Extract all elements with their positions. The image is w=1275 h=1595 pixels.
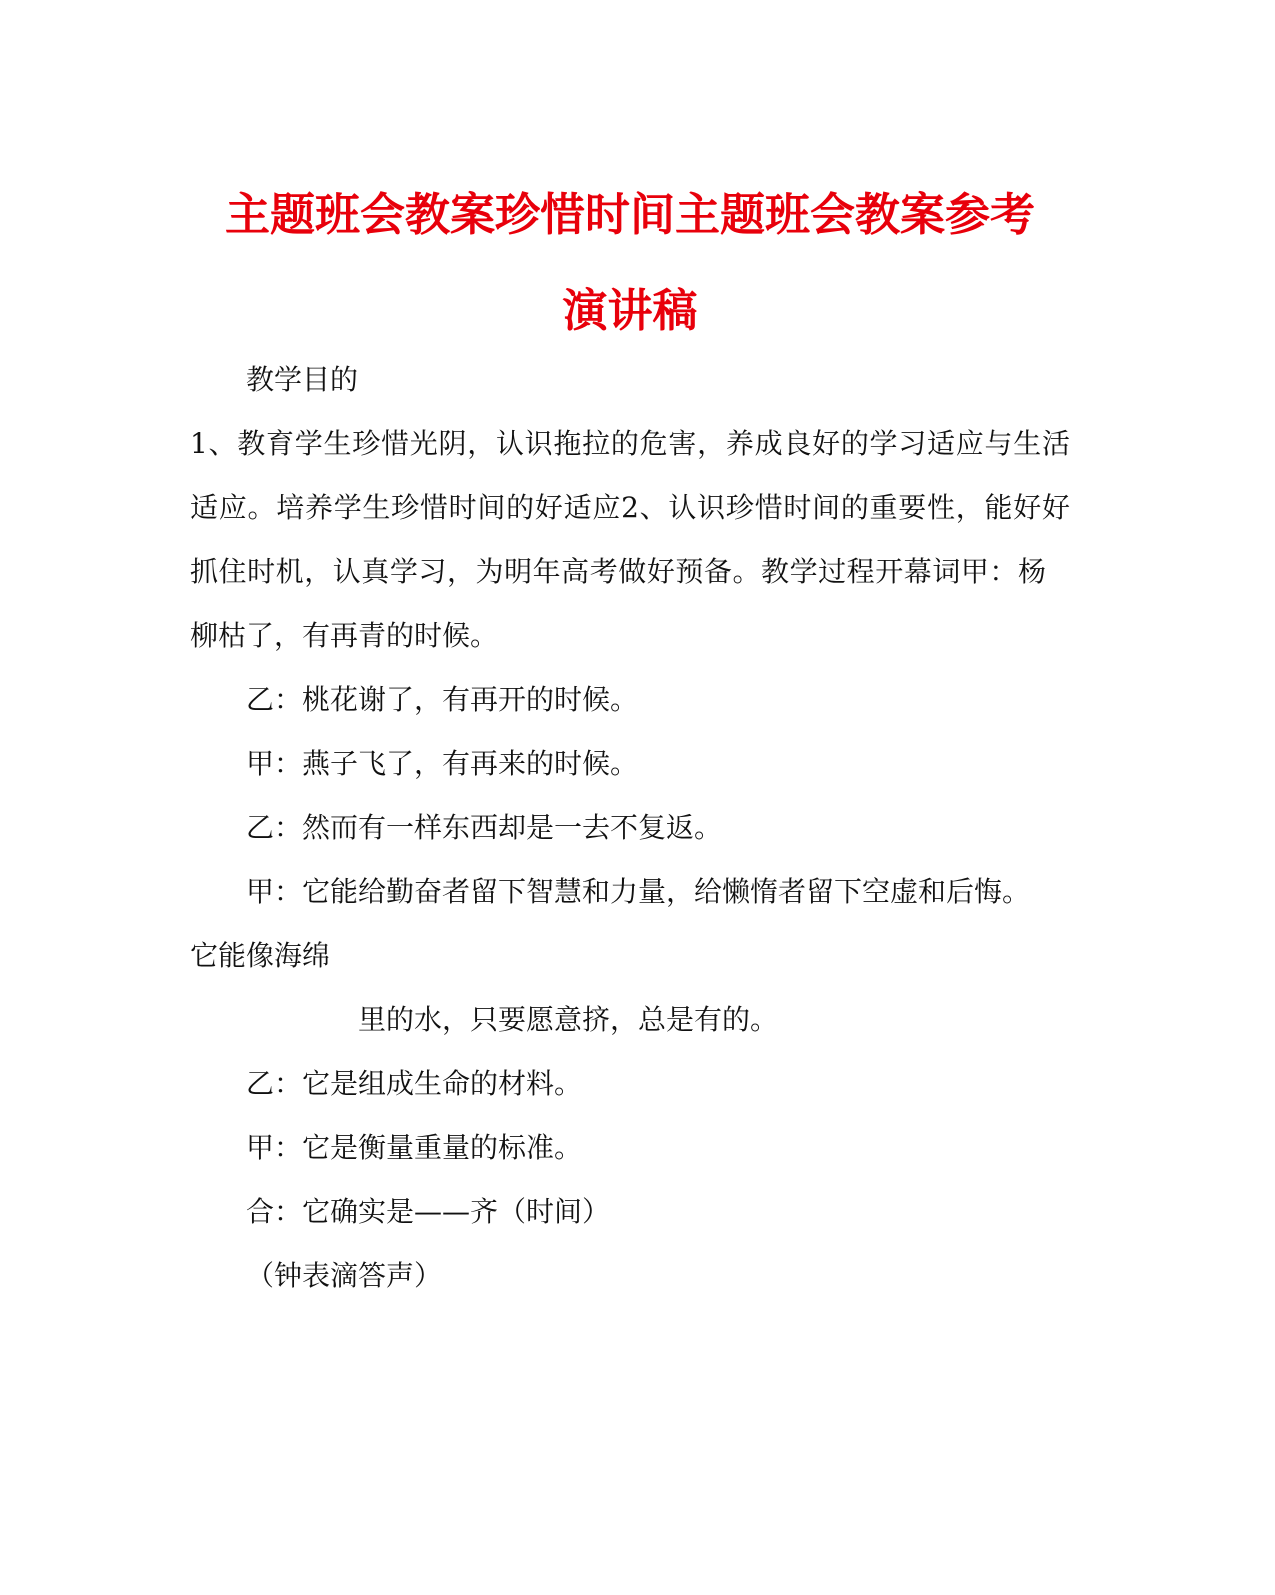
dialogue-line-together: 合：它确实是——齐（时间） [246,1195,611,1228]
dialogue-line-sponge: 里的水，只要愿意挤，总是有的。 [358,1003,779,1036]
document-title-line-1: 主题班会教案珍惜时间主题班会教案参考 [224,188,1035,241]
paragraph-goal-1-line-4: 柳枯了，有再青的时候。 [190,619,499,652]
document-title-line-2: 演讲稿 [562,284,698,337]
stage-direction-clock: （钟表滴答声） [246,1259,443,1292]
paragraph-goal-1-line-3: 抓住时机，认真学习，为明年高考做好预备。教学过程开幕词甲：杨 [190,555,1046,588]
dialogue-line-jia-1: 甲：燕子飞了，有再来的时候。 [246,747,639,780]
paragraph-goal-1-line-1: 1、教育学生珍惜光阴，认识拖拉的危害，养成良好的学习适应与生活 [190,427,1070,460]
dialogue-line-jia-2: 甲：它能给勤奋者留下智慧和力量，给懒惰者留下空虚和后悔。 [246,875,1031,908]
dialogue-line-yi-3: 乙：它是组成生命的材料。 [246,1067,583,1100]
dialogue-line-jia-3: 甲：它是衡量重量的标准。 [246,1131,583,1164]
paragraph-goal-1-line-2: 适应。培养学生珍惜时间的好适应2、认识珍惜时间的重要性，能好好 [190,491,1070,524]
paragraph-teaching-goal: 教学目的 [246,363,359,396]
dialogue-line-yi-2: 乙：然而有一样东西却是一去不复返。 [246,811,723,844]
dialogue-line-jia-2-cont: 它能像海绵 [190,939,331,972]
dialogue-line-yi-1: 乙：桃花谢了，有再开的时候。 [246,683,639,716]
